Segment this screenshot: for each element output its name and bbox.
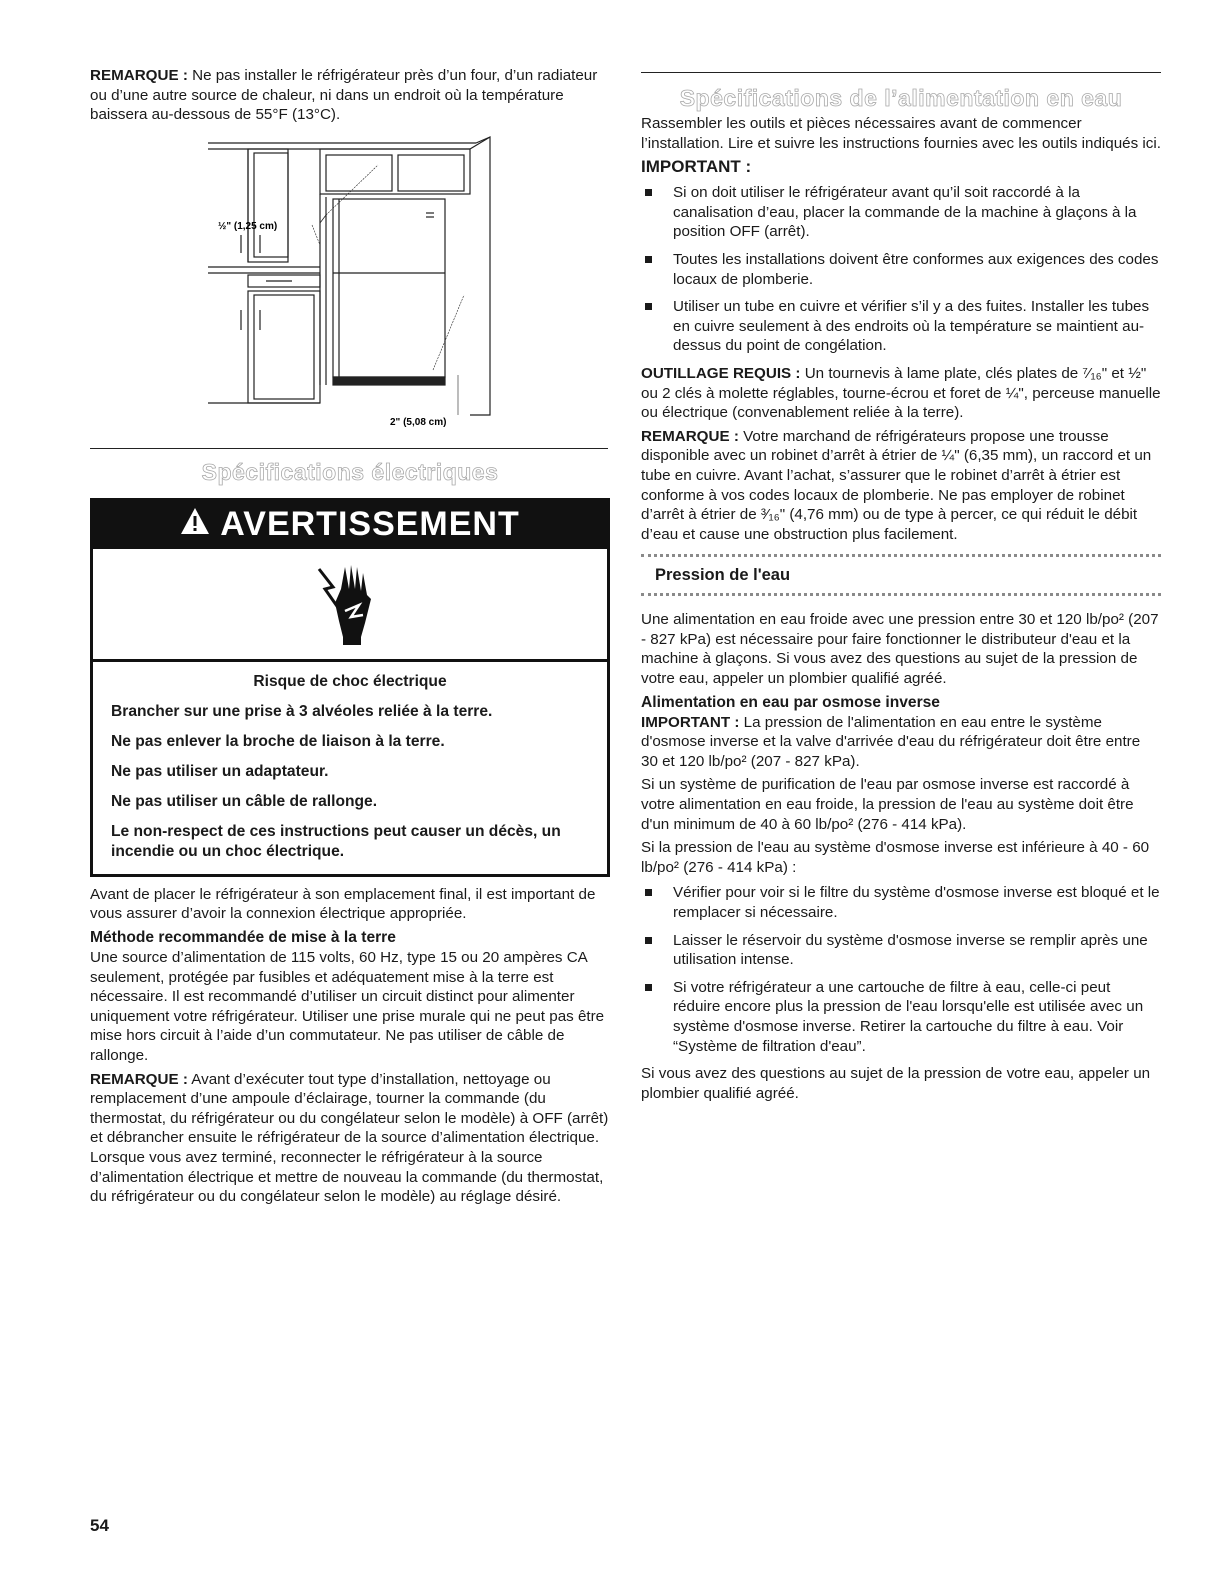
bullet-icon <box>645 984 652 991</box>
ro-paragraph: Si un système de purification de l'eau par osmose inverse est raccordé à votre alimentation en eau froide, la pression de l'eau au système doit être d'un minimum de 40 à 60 lb/po² (276 - 414 kPa). <box>641 776 1134 833</box>
warning-line: Brancher sur une prise à 3 alvéoles reliée à la terre. <box>111 702 493 720</box>
pressure-heading: Pression de l'eau <box>655 566 791 585</box>
warning-triangle-icon <box>180 505 210 544</box>
note-text: Ne pas installer le réfrigérateur près d’un four, d’un radiateur ou d’une autre source de chaleur, ni dans un endroit où la température baissera au-dessous de 55°F (13°C). <box>90 67 598 124</box>
warning-risk: Risque de choc électrique <box>253 672 447 690</box>
important-heading: IMPORTANT : <box>641 157 752 177</box>
note-text: Votre marchand de réfrigérateurs propose une trousse disponible avec un robinet d’arrêt à étrier de ¼" (6,35 mm), un raccord et un tube en cuivre. Avant l’achat, s’assurer que le robinet d’arrêt à étrier est conforme à vos codes locaux de plomberie. Ne pas employer de robinet d’arrêt à étrier de ³⁄₁₆" (4,76 mm) ou de type à percer, ce qui réduit le débit d’eau et cause une obstruction plus facilement. <box>641 427 1152 543</box>
electrical-specs-heading: Spécifications électriques <box>201 458 499 485</box>
grounding-heading: Méthode recommandée de mise à la terre <box>90 928 396 946</box>
list-item: Vérifier pour voir si le filtre du système d'osmose inverse est bloqué et le remplacer si nécessaire. <box>641 883 1161 922</box>
important-text: La pression de l'alimentation en eau entre le système d'osmose inverse et la valve d'arrivée d'eau du réfrigérateur doit être entre 30 et 120 lb/po² (207 - 827 kPa). <box>641 713 1141 770</box>
pressure-text: Une alimentation en eau froide avec une pression entre 30 et 120 lb/po² (207 - 827 kPa) est nécessaire pour faire fonctionner le distributeur d'eau et la machine à glaçons. Si vous avez des questions au sujet de la pression de votre eau, appeler un plombier qualifié agréé. <box>641 611 1159 688</box>
bullet-icon <box>645 937 652 944</box>
section-divider <box>90 448 608 449</box>
closing-text: Si vous avez des questions au sujet de la pression de votre eau, appeler un plombier qualifié agréé. <box>641 1065 1151 1102</box>
dotted-divider <box>641 593 1161 596</box>
note-label: REMARQUE : <box>641 427 739 445</box>
right-column <box>641 66 1161 1103</box>
note-label: REMARQUE : <box>90 67 188 84</box>
water-specs-heading: Spécifications de l’alimentation en eau <box>679 85 1123 111</box>
note-power <box>90 1070 610 1207</box>
warning-line: Ne pas enlever la broche de liaison à la terre. <box>111 732 445 750</box>
ro-list <box>641 883 1161 1056</box>
important-list <box>641 183 1161 356</box>
warning-box <box>90 498 610 877</box>
section-divider <box>641 72 1161 73</box>
warning-body <box>93 662 607 874</box>
dotted-divider <box>641 554 1161 557</box>
list-item: Toutes les installations doivent être conformes aux exigences des codes locaux de plomberie. <box>641 250 1161 289</box>
note-text: Avant d’exécuter tout type d’installation, nettoyage ou remplacement d’une ampoule d’éclairage, tourner la commande (du thermostat, du réfrigérateur ou du congélateur selon le modèle) à OFF (arrêt) et débrancher ensuite le réfrigérateur de la source d’alimentation électrique. Lorsque vous avez terminé, reconnecter le réfrigérateur à la source d’alimentation électrique et mettre de nouveau la commande (du thermostat, du réfrigérateur ou du congélateur selon le modèle) au réglage désiré. <box>90 1070 609 1206</box>
ro-important <box>641 713 1161 772</box>
list-item: Utiliser un tube en cuivre et vérifier s’il y a des fuites. Installer les tubes en cuivre seulement à des endroits où la température se maintient au-dessus du point de congélation. <box>641 297 1161 356</box>
list-item: Si on doit utiliser le réfrigérateur avant qu’il soit raccordé à la canalisation d’eau, placer la commande de la machine à glaçons à la position OFF (arrêt). <box>641 183 1161 242</box>
clearance-label-half-inch: ½" (1,25 cm) <box>218 220 278 232</box>
tools-text: Un tournevis à lame plate, clés plates de ⁷⁄₁₆" et ½" ou 2 clés à molette réglables, tourne-écrou et foret de ¼", perceuse manuelle ou électrique (convenablement reliée à la terre). <box>641 364 1161 422</box>
ro-paragraph: Si la pression de l'eau au système d'osmose inverse est inférieure à 40 - 60 lb/po² (276 - 414 kPa) : <box>641 839 1150 876</box>
fridge-clearance-figure <box>208 135 508 435</box>
important-label: IMPORTANT : <box>641 713 740 731</box>
bullet-icon <box>645 256 652 263</box>
tools-required <box>641 364 1161 423</box>
bullet-icon <box>645 303 652 310</box>
ro-heading: Alimentation en eau par osmose inverse <box>641 693 940 711</box>
electrical-intro: Avant de placer le réfrigérateur à son emplacement final, il est important de vous assurer d’avoir la connexion électrique appropriée. <box>90 885 596 923</box>
warning-banner <box>93 501 607 549</box>
warning-line: Ne pas utiliser un adaptateur. <box>111 762 329 780</box>
note-label: REMARQUE : <box>90 1070 188 1088</box>
list-item: Laisser le réservoir du système d'osmose inverse se remplir après une utilisation intense. <box>641 931 1161 970</box>
tools-label: OUTILLAGE REQUIS : <box>641 364 801 382</box>
warning-title: AVERTISSEMENT <box>220 505 520 544</box>
shock-hazard-area <box>93 549 607 662</box>
page-number: 54 <box>90 1516 109 1535</box>
note-installation <box>90 66 610 125</box>
water-intro: Rassembler les outils et pièces nécessaires avant de commencer l’installation. Lire et suivre les instructions fournies avec les outils indiqués ici. <box>641 115 1161 152</box>
bullet-icon <box>645 889 652 896</box>
warning-line: Ne pas utiliser un câble de rallonge. <box>111 792 378 810</box>
warning-line: Le non-respect de ces instructions peut causer un décès, un incendie ou un choc électrique. <box>111 822 561 860</box>
note-kit <box>641 427 1161 545</box>
clearance-label-two-inch: 2" (5,08 cm) <box>390 416 447 428</box>
list-item: Si votre réfrigérateur a une cartouche de filtre à eau, celle-ci peut réduire encore plus la pression de l'eau lorsqu'elle est utilisée avec un système d'osmose inverse. Retirer la cartouche du filtre à eau. Voir “Système de filtration d'eau”. <box>641 978 1161 1056</box>
electric-shock-icon <box>315 559 385 649</box>
bullet-icon <box>645 189 652 196</box>
left-column <box>90 66 610 1207</box>
grounding-text: Une source d’alimentation de 115 volts, 60 Hz, type 15 ou 20 ampères CA seulement, protégée par fusibles et adéquatement mise à la terre est nécessaire. Il est recommandé d’utiliser un circuit distinct pour alimenter uniquement votre réfrigérateur. Utiliser une prise murale qui ne peut pas être mise hors circuit à l’aide d’un commutateur. Ne pas utiliser de câble de rallonge. <box>90 948 605 1064</box>
